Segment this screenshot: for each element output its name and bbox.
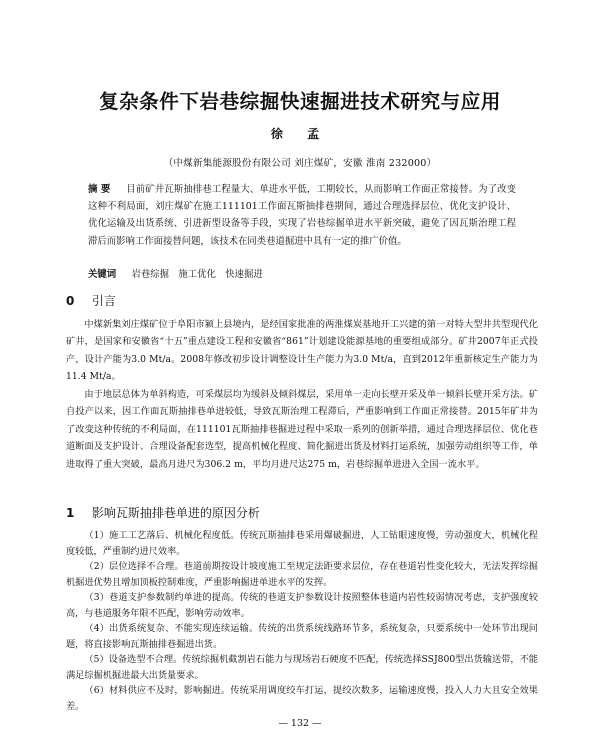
author-name: 徐 孟 xyxy=(270,127,330,141)
section-1-item-5: （5）设备选型不合理。传统综掘机截割岩石能力与现场岩石硬度不匹配，传统选择SSJ800型出货输送带，不能满足综掘机掘进最大出货量要求。 xyxy=(66,654,538,681)
paper-title: 复杂条件下岩巷综掘快速掘进技术研究与应用 xyxy=(98,90,501,113)
keywords-block xyxy=(88,267,516,283)
section-0-paragraph-1: 中煤新集刘庄煤矿位于阜阳市颍上县境内，是经国家批准的两淮煤炭基地开工兴建的第一对特大型井共型现代化矿井，是国家和安徽省“十五”重点建设工程和安徽省“861”计划建设能源基地的重要组成部分。矿井2007年正式投产，设计产能为3.0 Mt/a。2008年修改初步设计调整设计生产能力为3.0 Mt/a，直到2012年重新核定生产能力为11.4 Mt/a。 xyxy=(66,319,538,383)
section-1-heading xyxy=(66,504,260,521)
section-0-paragraph-2: 由于地层总体为单斜构造，可采煤层均为缓斜及倾斜煤层，采用单一走向长壁开采及单一倾斜长壁开采方法。矿自投产以来，因工作面瓦斯抽排巷单进较低，导致瓦斯治理工程滞后，严重影响到工作面正常接替。2015年矿井为了改变这种传统的不利局面，在111101瓦斯抽排巷掘进过程中采取一系列的创新举措，通过合理选择层位、优化巷道断面及支护设计、合理设备配套选型，提高机械化程度、简化掘进出货及材料打运系统，加强劳动组织等工作，单进取得了重大突破，最高月进尺为306.2 m，平均月进尺达275 m，岩巷综掘单进进入全国一流水平。 xyxy=(66,389,538,470)
keywords-label: 关键词 xyxy=(88,269,117,280)
section-0-number: 0 xyxy=(66,294,75,308)
section-1-item-6: （6）材料供应不及时，影响掘进。传统采用调度绞车打运，提绞次数多，运输速度慢，投入人力大且安全效果差。 xyxy=(66,685,538,712)
page-number: — 132 — xyxy=(278,718,322,729)
affiliation: （中煤新集能源股份有限公司 刘庄煤矿，安徽 淮南 232000） xyxy=(163,158,437,169)
abstract-block xyxy=(88,181,516,250)
section-1-item-3: （3）巷道支护参数制约单进的提高。传统的巷道支护参数设计按照整体巷道内岩性较弱情况考虑，支护强度较高，与巷道服务年限不匹配，影响劳动效率。 xyxy=(66,592,538,619)
abstract-label: 摘 要 xyxy=(88,184,111,195)
section-1-item-1: （1）施工工艺落后、机械化程度低。传统瓦斯抽排巷采用爆破掘进，人工钻眼速度慢，劳动强度大，机械化程度较低，严重制约进尺效率。 xyxy=(66,530,538,557)
keywords-text: 岩巷综掘 施工优化 快速掘进 xyxy=(131,269,263,280)
section-1-title: 影响瓦斯抽排巷单进的原因分析 xyxy=(91,506,260,520)
section-0-title: 引言 xyxy=(91,294,116,308)
section-1-number: 1 xyxy=(66,506,75,520)
abstract-text: 目前矿井瓦斯抽排巷工程量大、单进水平低，工期较长，从而影响工作面正常接替。为了改变这种不利局面，刘庄煤矿在施工111101工作面瓦斯抽排巷期间，通过合理选择层位、优化支护设计、优化运输及出货系统、引进新型设备等手段，实现了岩巷综掘单进水平新突破，避免了因瓦斯治理工程滞后而影响工作面接替问题，该技术在同类巷道掘进中具有一定的推广价值。 xyxy=(88,184,516,247)
section-1-item-4: （4）出货系统复杂、不能实现连续运输。传统的出货系统线路环节多，系统复杂，只要系统中一处环节出现问题，将直接影响瓦斯抽排巷掘进出货。 xyxy=(66,623,538,650)
section-0-heading xyxy=(66,292,116,309)
section-1-item-2: （2）层位选择不合理。巷道前期按设计坡度施工至规定法距要求层位，存在巷道岩性变化较大，无法发挥综掘机掘进优势且增加顶板控制难度，严重影响掘进单进水平的发挥。 xyxy=(66,561,538,588)
